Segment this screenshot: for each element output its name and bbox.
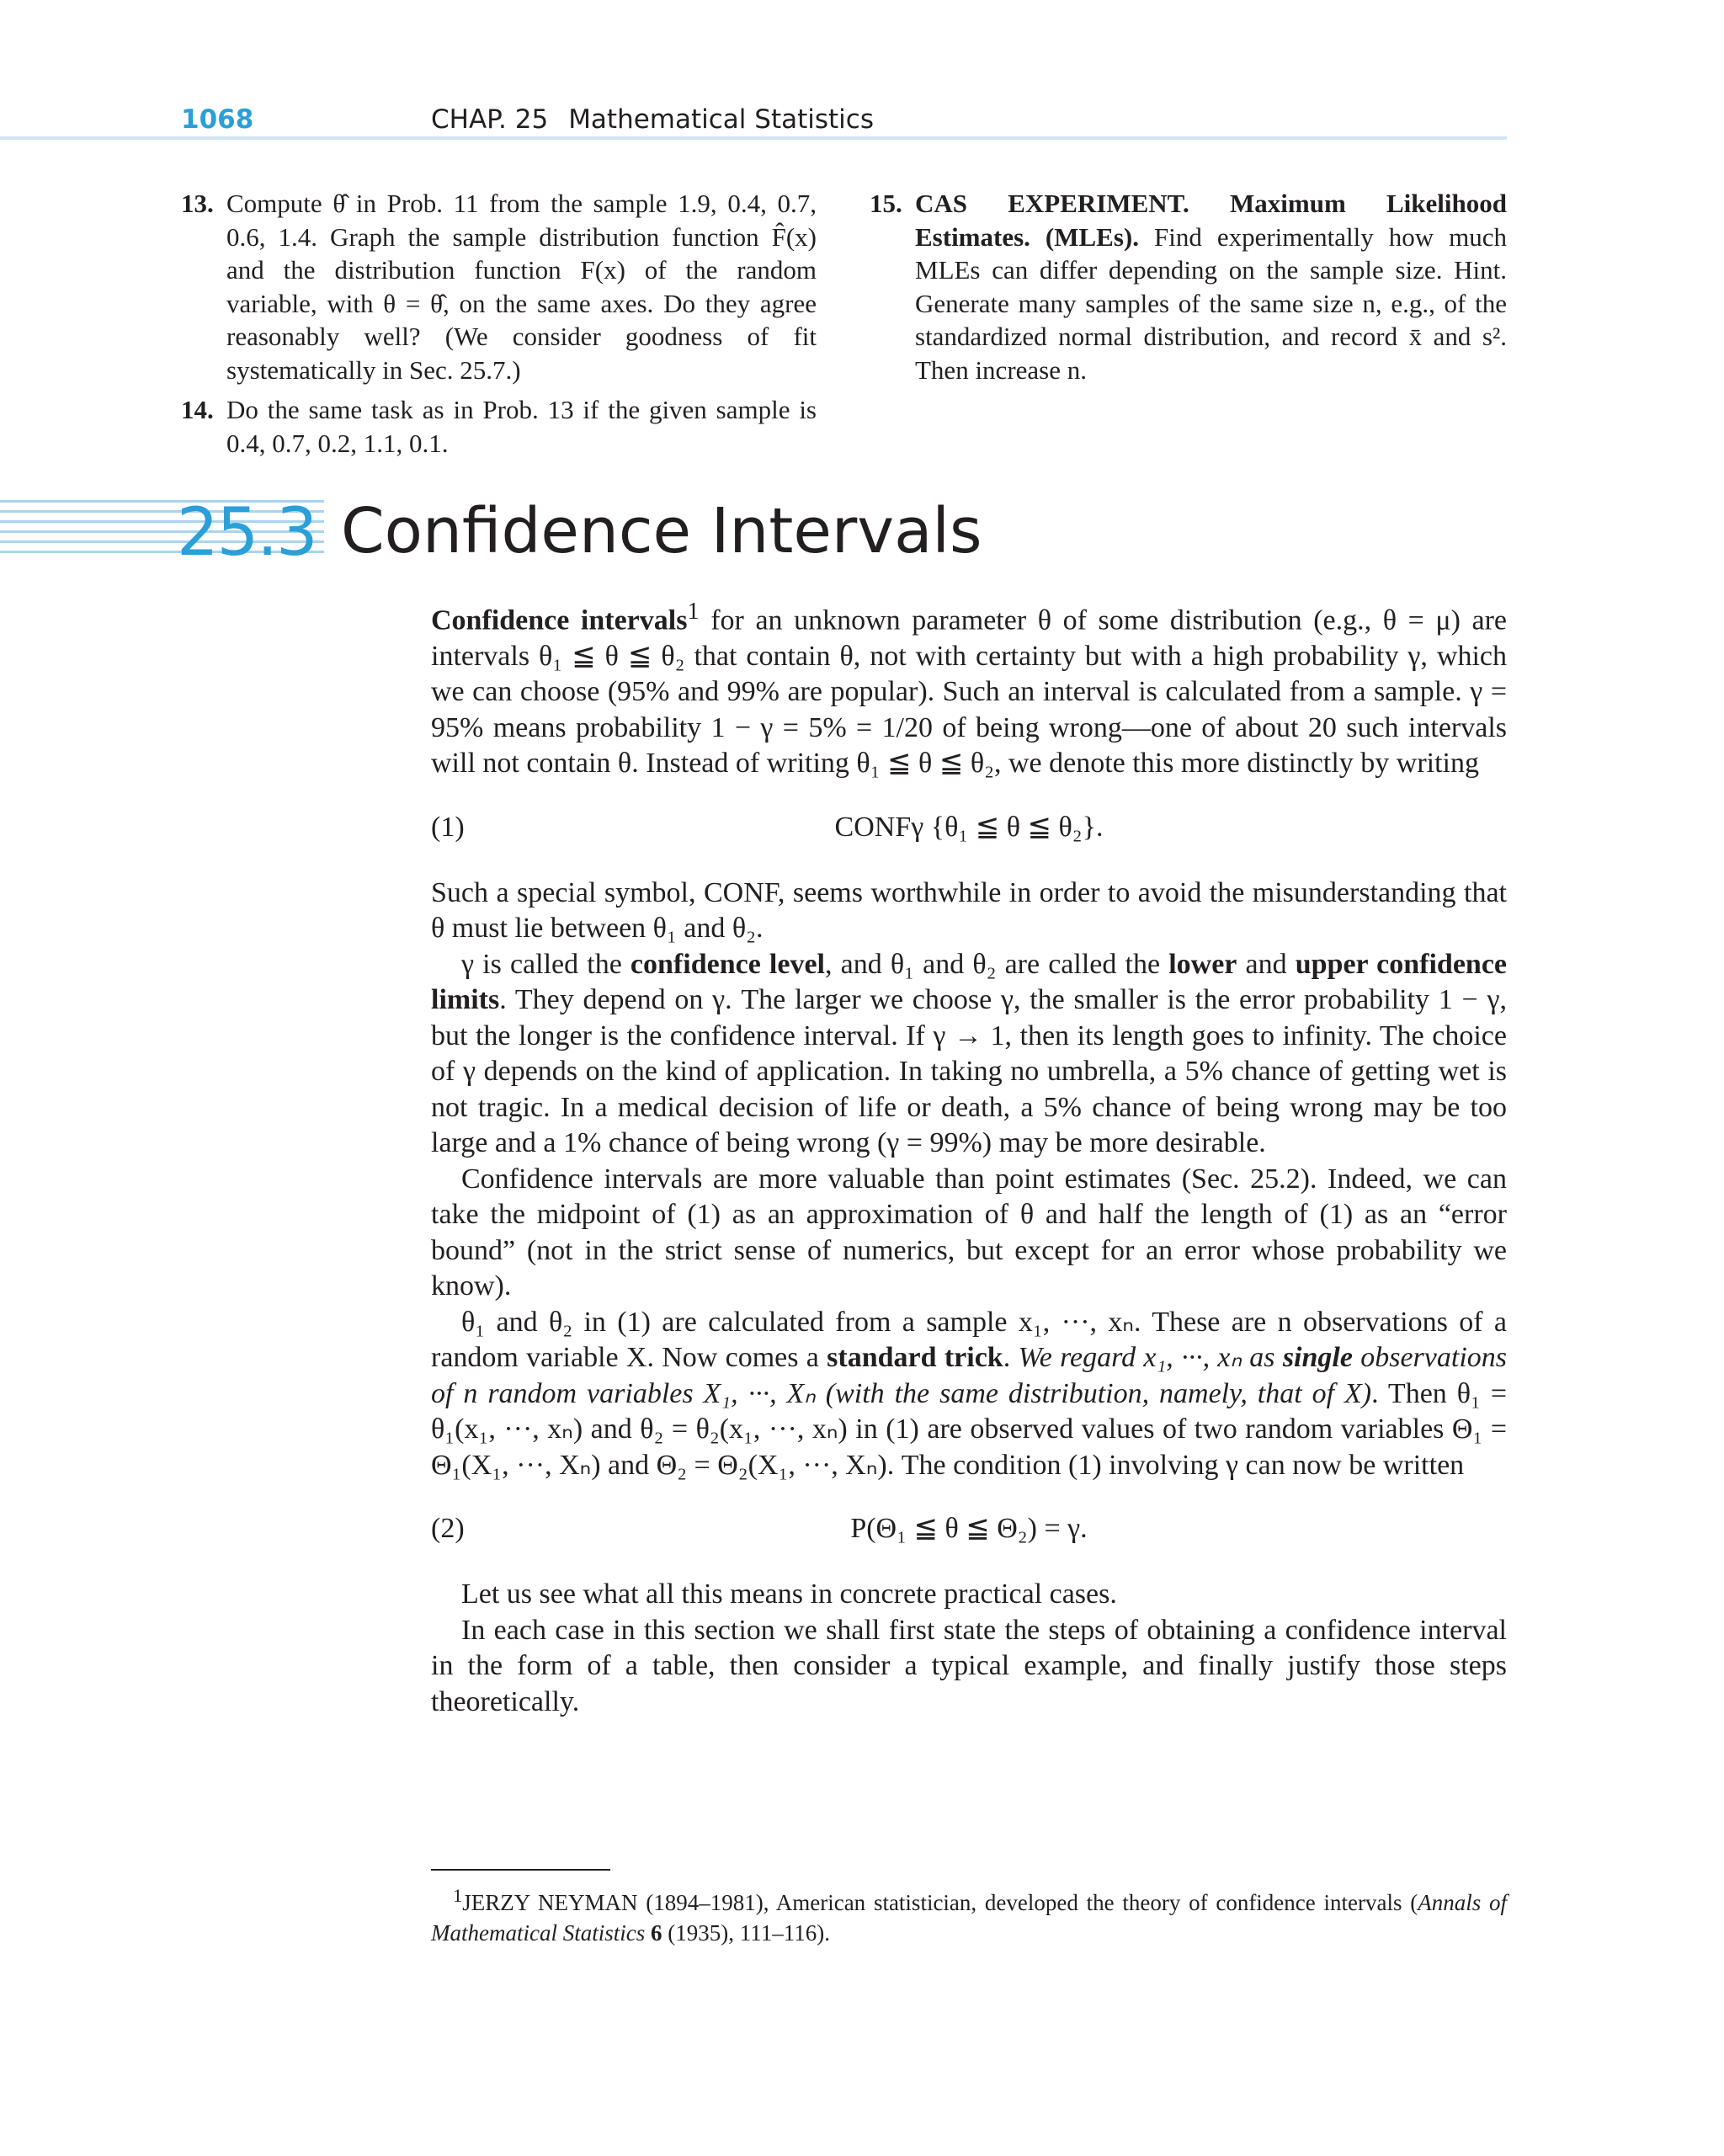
problems-left-column — [181, 187, 817, 466]
problem-number: 13. — [181, 189, 214, 218]
problem-13 — [181, 187, 817, 386]
footnote — [431, 1881, 1507, 1948]
term-lower: lower — [1168, 948, 1237, 980]
footnote-mark: 1 — [453, 1885, 463, 1906]
text-run: and — [1237, 948, 1296, 980]
page-number: 1068 — [181, 104, 254, 135]
term-standard-trick: standard trick — [827, 1342, 1003, 1374]
equation-content: P(Θ₁ ≦ θ ≦ Θ₂) = γ. — [850, 1513, 1088, 1545]
text-run-italic: observations of n random variables X₁, ···, Xₙ (with the same distribution, namely, that of X) — [431, 1342, 1508, 1409]
problem-text: Compute θ̂ in Prob. 11 from the sample 1.9, 0.4, 0.7, 0.6, 1.4. Graph the sample distribution function F̂(x) and the distribution function F(x) of the random variable, with θ = θ̂, on the same axes. Do they agree reasonably well? (We consider goodness of fit systematically in Sec. 25.7.) — [226, 189, 817, 385]
footnote-journal: Annals of Mathematical Statistics — [431, 1890, 1507, 1946]
text-run: γ is called the — [461, 948, 631, 980]
problem-number: 14. — [181, 395, 214, 424]
text-run: . Then θ₁ = θ₁(x₁, ···, xₙ) and θ₂ = θ₂(x₁, ···, xₙ) in (1) are observed values of two random variables Θ₁ = Θ₁(X₁, ···, Xₙ) and Θ₂ = Θ₂(X₁, ···, Xₙ). The condition (1) involving γ can now be written — [431, 1377, 1507, 1481]
paragraph-steps: In each case in this section we shall first state the steps of obtaining a confidence interval in the form of a table, then consider a typical example, and finally justify those steps theoretically. — [431, 1614, 1507, 1717]
section-number: 25.3 — [177, 495, 317, 571]
term-confidence-level: confidence level — [630, 948, 825, 980]
paragraph-confidence-level — [431, 947, 1507, 1162]
equation-1 — [431, 810, 1507, 845]
chapter-title: Mathematical Statistics — [568, 104, 874, 135]
paragraph-conf-symbol: Such a special symbol, CONF, seems worthwhile in order to avoid the misunderstanding that θ must lie between θ₁ and θ₂. — [431, 876, 1507, 945]
equation-number: (2) — [431, 1513, 465, 1545]
footnote-text: (1935), 111–116). — [662, 1920, 830, 1946]
problems-right-column — [870, 187, 1507, 393]
section-title: Confidence Intervals — [341, 495, 982, 567]
text-run: . — [1003, 1342, 1019, 1374]
header-rule — [0, 136, 1507, 140]
paragraph-intro — [431, 594, 1507, 782]
running-header — [431, 104, 874, 135]
text-run: . They depend on γ. The larger we choose γ, the smaller is the error probability 1 − γ, but the longer is the confidence interval. If γ → 1, then its length goes to infinity. The choice of γ depends on the kind of application. In taking no umbrella, a 5% chance of getting wet is not tragic. In a medical decision of life or death, a 5% chance of being wrong may be too large and a 1% chance of being wrong (γ = 99%) may be more desirable. — [431, 984, 1507, 1159]
equation-content: CONFγ {θ₁ ≦ θ ≦ θ₂}. — [834, 811, 1104, 843]
problem-15 — [870, 187, 1507, 386]
section-body — [431, 594, 1507, 1720]
term-single: single — [1282, 1342, 1353, 1374]
problem-text: Find experimentally how much MLEs can differ depending on the sample size. Hint. Generate many samples of the same size n, e.g., of the standardized normal distribution, and record x̄ and s². Then increase n. — [915, 221, 1507, 385]
paragraph-standard-trick — [431, 1305, 1507, 1484]
equation-2 — [431, 1511, 1507, 1546]
footnote-rule — [431, 1869, 610, 1871]
text-run-italic: We regard x₁, ···, xₙ as — [1018, 1342, 1283, 1374]
paragraph-concrete-cases: Let us see what all this means in concrete practical cases. — [461, 1578, 1117, 1610]
footnote-volume: 6 — [645, 1920, 662, 1946]
term-upper-confidence-limits: upper confidence limits — [431, 948, 1508, 1016]
problem-text: Do the same task as in Prob. 13 if the given sample is 0.4, 0.7, 0.2, 1.1, 0.1. — [226, 395, 817, 458]
chapter-label: CHAP. 25 — [431, 104, 549, 135]
equation-number: (1) — [431, 811, 465, 843]
text-run: , and θ₁ and θ₂ are called the — [824, 948, 1169, 980]
problem-number: 15. — [870, 189, 902, 218]
problem-14 — [181, 393, 817, 460]
text-run: θ₁ and θ₂ in (1) are calculated from a sample x₁, ···, xₙ. These are n observations of a random variable X. Now comes a — [431, 1306, 1507, 1374]
footnote-text: JERZY NEYMAN (1894–1981), American statistician, developed the theory of confidence intervals ( — [462, 1890, 1418, 1915]
term-confidence-intervals: Confidence intervals — [431, 604, 688, 636]
problem-title: CAS EXPERIMENT. Maximum Likelihood Estimates. (MLEs). — [915, 189, 1507, 252]
footnote-marker: 1 — [687, 599, 700, 625]
paragraph-point-estimates: Confidence intervals are more valuable than point estimates (Sec. 25.2). Indeed, we can take the midpoint of (1) as an approximation of θ and half the length of (1) as an “error bound” (not in the strict sense of numerics, but except for an error whose probability we know). — [431, 1163, 1507, 1302]
paragraph-text: for an unknown parameter θ of some distribution (e.g., θ = μ) are intervals θ₁ ≦ θ ≦ θ₂ that contain θ, not with certainty but with a high probability γ, which we can choose (95% and 99% are popular). Such an interval is calculated from a sample. γ = 95% means probability 1 − γ = 5% = 1/20 of being wrong—one of about 20 such intervals will not contain θ. Instead of writing θ₁ ≦ θ ≦ θ₂, we denote this more distinctly by writing — [431, 604, 1508, 780]
